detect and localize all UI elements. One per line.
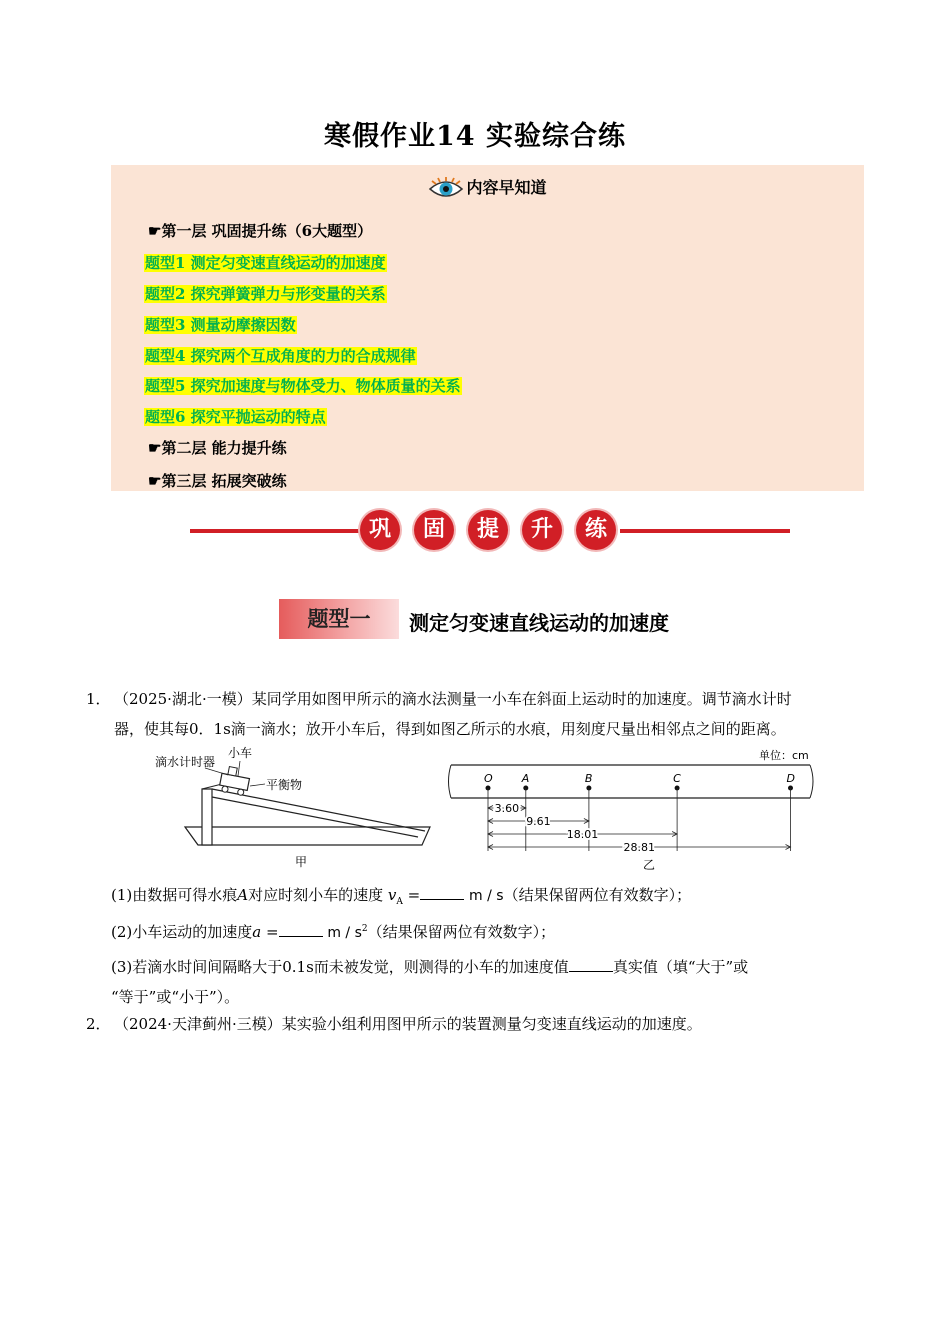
question-number: 1．: [86, 690, 111, 708]
type-label: 题型一: [279, 599, 399, 639]
banner-char: 练: [576, 510, 616, 550]
page-title: 寒假作业14 实验综合练: [324, 121, 626, 152]
subquestion-2: (2)小车运动的加速度$a = m / s^2$（结果保留两位有效数字）；: [111, 923, 556, 941]
caption-jia: 甲: [295, 855, 308, 869]
point-label: B: [584, 772, 593, 785]
answer-blank[interactable]: [569, 957, 613, 972]
subquestion-3-cont: “等于”或“小于”）。: [111, 988, 240, 1006]
subquestion-3: (3)若滴水时间间隔略大于0.1s而未被发觉，则测得的小车的加速度值 真实值（填“大于”或: [111, 958, 749, 976]
question-1: [86, 685, 876, 745]
banner-rule-left: [190, 529, 360, 533]
banner-char: 固: [414, 510, 454, 550]
question-text: 器，使其每0．1s滴一滴水；放开小车后，得到如图乙所示的水痕，用刻度尺量出相邻点之间的距离。: [114, 720, 786, 738]
section-banner: [190, 508, 790, 554]
question-text: （2025·湖北·一模）某同学用如图甲所示的滴水法测量一小车在斜面上运动时的加速度。调节滴水计时: [114, 690, 792, 708]
label-timer: 滴水计时器: [155, 755, 216, 769]
eye-icon: [428, 177, 464, 201]
toc-type-3[interactable]: 题型3 测量动摩擦因数: [145, 316, 296, 334]
question-text: （2024·天津蓟州·三模）某实验小组利用图甲所示的装置测量匀变速直线运动的加速度。: [114, 1015, 702, 1033]
point-label: A: [521, 772, 530, 785]
distance-label: 18.01: [566, 828, 599, 841]
toc-type-6[interactable]: 题型6 探究平抛运动的特点: [145, 408, 326, 426]
banner-char: 提: [468, 510, 508, 550]
toc-type-2[interactable]: 题型2 探究弹簧弹力与形变量的关系: [145, 285, 386, 303]
toc-level3: ☛第三层 拓展突破练: [148, 472, 287, 490]
distance-label: 9.61: [526, 815, 551, 828]
toc-level1: ☛第一层 巩固提升练（6大题型）: [148, 222, 373, 240]
caption-yi: 乙: [643, 858, 656, 872]
point-label: C: [673, 772, 681, 785]
toc-heading-text: 内容早知道: [466, 178, 547, 197]
figure-jia: [150, 745, 435, 870]
label-car: 小车: [228, 746, 253, 760]
toc-type-1[interactable]: 题型1 测定匀变速直线运动的加速度: [145, 254, 386, 272]
answer-blank[interactable]: [420, 885, 464, 900]
toc-type-4[interactable]: 题型4 探究两个互成角度的力的合成规律: [145, 347, 416, 365]
toc-box: [111, 165, 864, 491]
type-title: 测定匀变速直线运动的加速度: [409, 611, 669, 635]
question-number: 2．: [86, 1015, 111, 1033]
distance-label: 28.81: [623, 841, 656, 854]
banner-char: 巩: [360, 510, 400, 550]
point-label: O: [484, 772, 493, 785]
toc-heading: [111, 175, 864, 201]
label-weight: 平衡物: [266, 778, 303, 792]
figure-yi: [445, 745, 825, 873]
subquestion-1: (1)由数据可得水痕A对应时刻小车的速度 $v_A = m / s$（结果保留两位有效数字）；: [111, 886, 692, 907]
drops: [484, 772, 795, 791]
banner-rule-right: [620, 529, 790, 533]
toc-type-5[interactable]: 题型5 探究加速度与物体受力、物体质量的关系: [145, 377, 461, 395]
point-label: D: [786, 772, 795, 785]
distance-label: 3.60: [494, 802, 520, 815]
banner-char: 升: [522, 510, 562, 550]
answer-blank[interactable]: [279, 922, 323, 937]
unit-label: 单位：cm: [759, 749, 809, 762]
toc-level2: ☛第二层 能力提升练: [148, 439, 287, 457]
